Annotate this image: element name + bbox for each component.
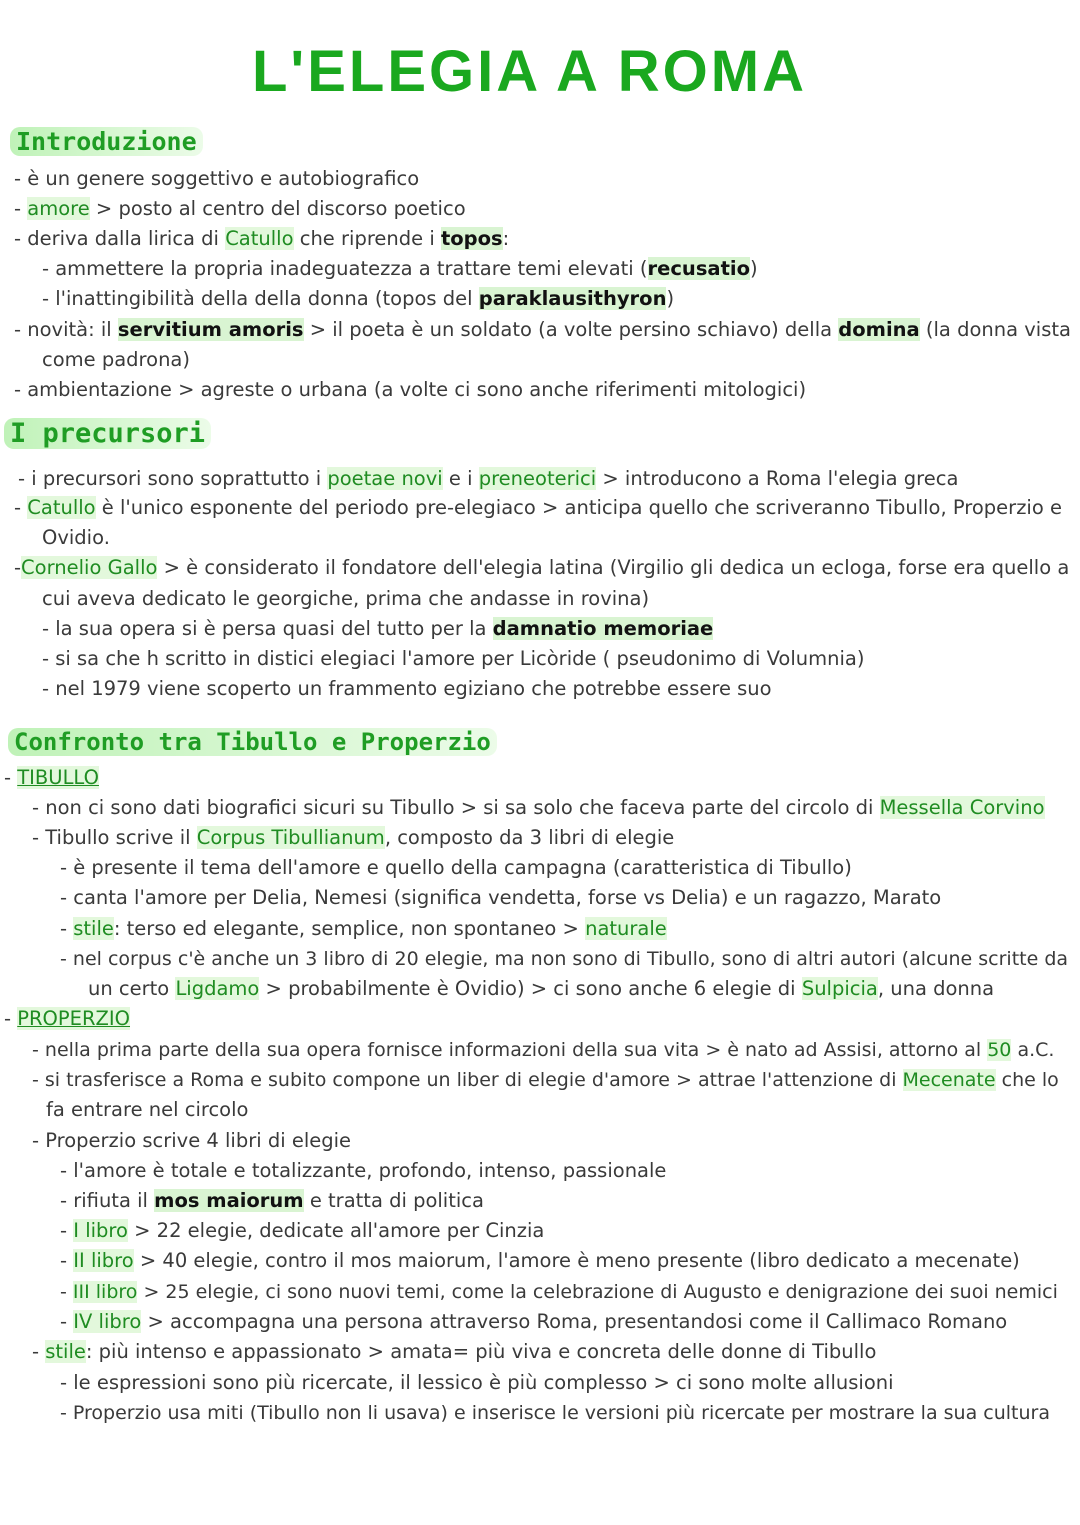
note-line: - l'inattingibilità della della donna (topos del paraklausithyron) [42,287,675,310]
note-line: Ovidio. [42,526,110,549]
keyword: III libro [72,1281,138,1303]
note-line: - nel corpus c'è anche un 3 libro di 20 elegie, ma non sono di Tibullo, sono di altri autori (alcune scritte da [60,948,1069,970]
keyword: Cornelio Gallo [21,556,158,579]
note-line: - la sua opera si è persa quasi del tutto per la damnatio memoriae [42,617,714,640]
keyword: servitium amoris [117,318,304,341]
keyword: TIBULLO [17,766,99,789]
note-line: - Properzio usa miti (Tibullo non li usava) e inserisce le versioni più ricercate per mostrare la sua cultura [60,1402,1050,1424]
keyword: 50 [987,1039,1012,1061]
keyword: recusatio [647,257,750,280]
heading-text: Introduzione [10,127,203,156]
keyword: IV libro [73,1310,142,1333]
note-line: - II libro > 40 elegie, contro il mos maiorum, l'amore è meno presente (libro dedicato a mecenate) [60,1249,1020,1272]
keyword: Catullo [27,496,96,519]
note-line: - canta l'amore per Delia, Nemesi (significa vendetta, forse vs Delia) e un ragazzo, Marato [60,886,942,909]
note-line: - ambientazione > agreste o urbana (a volte ci sono anche riferimenti mitologici) [14,378,807,401]
note-line: cui aveva dedicato le georgiche, prima che andasse in rovina) [42,587,650,610]
note-line: fa entrare nel circolo [46,1098,249,1121]
note-line: - è presente il tema dell'amore e quello della campagna (caratteristica di Tibullo) [60,856,852,879]
note-line: - stile: più intenso e appassionato > amata= più viva e concreta delle donne di Tibullo [32,1340,877,1363]
keyword: naturale [585,917,667,940]
keyword: Catullo [225,227,294,250]
keyword: mos maiorum [154,1189,304,1212]
keyword: domina [838,318,920,341]
keyword: Ligdamo [175,977,260,1000]
keyword: Messella Corvino [879,796,1045,819]
keyword: damnatio memoriae [492,617,714,640]
note-line: - Catullo è l'unico esponente del periodo pre-elegiaco > anticipa quello che scriveranno Tibullo, Properzio e [14,496,1062,519]
note-line: un certo Ligdamo > probabilmente è Ovidio) > ci sono anche 6 elegie di Sulpicia, una donna [88,977,995,1000]
note-line: - si sa che h scritto in distici elegiaci l'amore per Licòride ( pseudonimo di Volumnia) [42,647,865,670]
note-line: - si trasferisce a Roma e subito compone un liber di elegie d'amore > attrae l'attenzione di Mecenate che lo [32,1069,1059,1091]
keyword: amore [27,197,90,220]
keyword: stile [73,917,114,940]
note-line: - Tibullo scrive il Corpus Tibullianum, composto da 3 libri di elegie [32,826,675,849]
note-line: - è un genere soggettivo e autobiografico [14,167,420,190]
keyword: II libro [73,1249,134,1272]
note-line: - novità: il servitium amoris > il poeta è un soldato (a volte persino schiavo) della domina (la donna vista [14,318,1071,341]
note-line: - Properzio scrive 4 libri di elegie [32,1129,352,1152]
note-line: - i precursori sono soprattutto i poetae novi e i preneoterici > introducono a Roma l'elegia greca [18,467,959,490]
page-title: L'ELEGIA A ROMA [252,39,807,104]
keyword: Mecenate [902,1069,996,1091]
keyword: paraklausithyron [478,287,667,310]
note-line: - nella prima parte della sua opera fornisce informazioni della sua vita > è nato ad Assisi, attorno al 50 a.C. [32,1039,1055,1061]
note-line: - I libro > 22 elegie, dedicate all'amore per Cinzia [60,1219,545,1242]
note-line: - rifiuta il mos maiorum e tratta di politica [60,1189,484,1212]
keyword: stile [45,1340,86,1363]
note-line: - ammettere la propria inadeguatezza a trattare temi elevati (recusatio) [42,257,758,280]
note-line: - III libro > 25 elegie, ci sono nuovi temi, come la celebrazione di Augusto e denigrazione dei suoi nemici [60,1281,1058,1303]
note-line: come padrona) [42,348,190,371]
note-line: - non ci sono dati biografici sicuri su Tibullo > si sa solo che faceva parte del circolo di Messella Corvino [32,796,1045,819]
note-line: - l'amore è totale e totalizzante, profondo, intenso, passionale [60,1159,667,1182]
note-line: - le espressioni sono più ricercate, il lessico è più complesso > ci sono molte allusioni [60,1371,894,1394]
note-line: -Cornelio Gallo > è considerato il fondatore dell'elegia latina (Virgilio gli dedica un ecloga, forse era quello a [14,556,1070,579]
note-line: - amore > posto al centro del discorso poetico [14,197,466,220]
keyword: poetae novi [327,467,443,490]
keyword: Corpus Tibullianum [196,826,385,849]
note-line: - deriva dalla lirica di Catullo che riprende i topos: [14,227,510,250]
keyword: preneoterici [478,467,597,490]
note-line: - nel 1979 viene scoperto un frammento egiziano che potrebbe essere suo [42,677,772,700]
note-line: - stile: terso ed elegante, semplice, non spontaneo > naturale [60,917,667,940]
note-line: - IV libro > accompagna una persona attraverso Roma, presentandosi come il Callimaco Romano [60,1310,1008,1333]
heading-confronto [8,726,497,758]
keyword: Sulpicia [801,977,878,1000]
heading-introduzione [10,126,203,158]
heading-text: Confronto tra Tibullo e Properzio [8,728,497,756]
keyword: topos [440,227,503,250]
keyword: I libro [73,1219,128,1242]
keyword: PROPERZIO [17,1007,130,1030]
subheading-tibullo: - TIBULLO [4,766,99,789]
heading-text: I precursori [4,418,211,449]
heading-precursori [4,418,211,450]
subheading-properzio: - PROPERZIO [4,1007,130,1030]
